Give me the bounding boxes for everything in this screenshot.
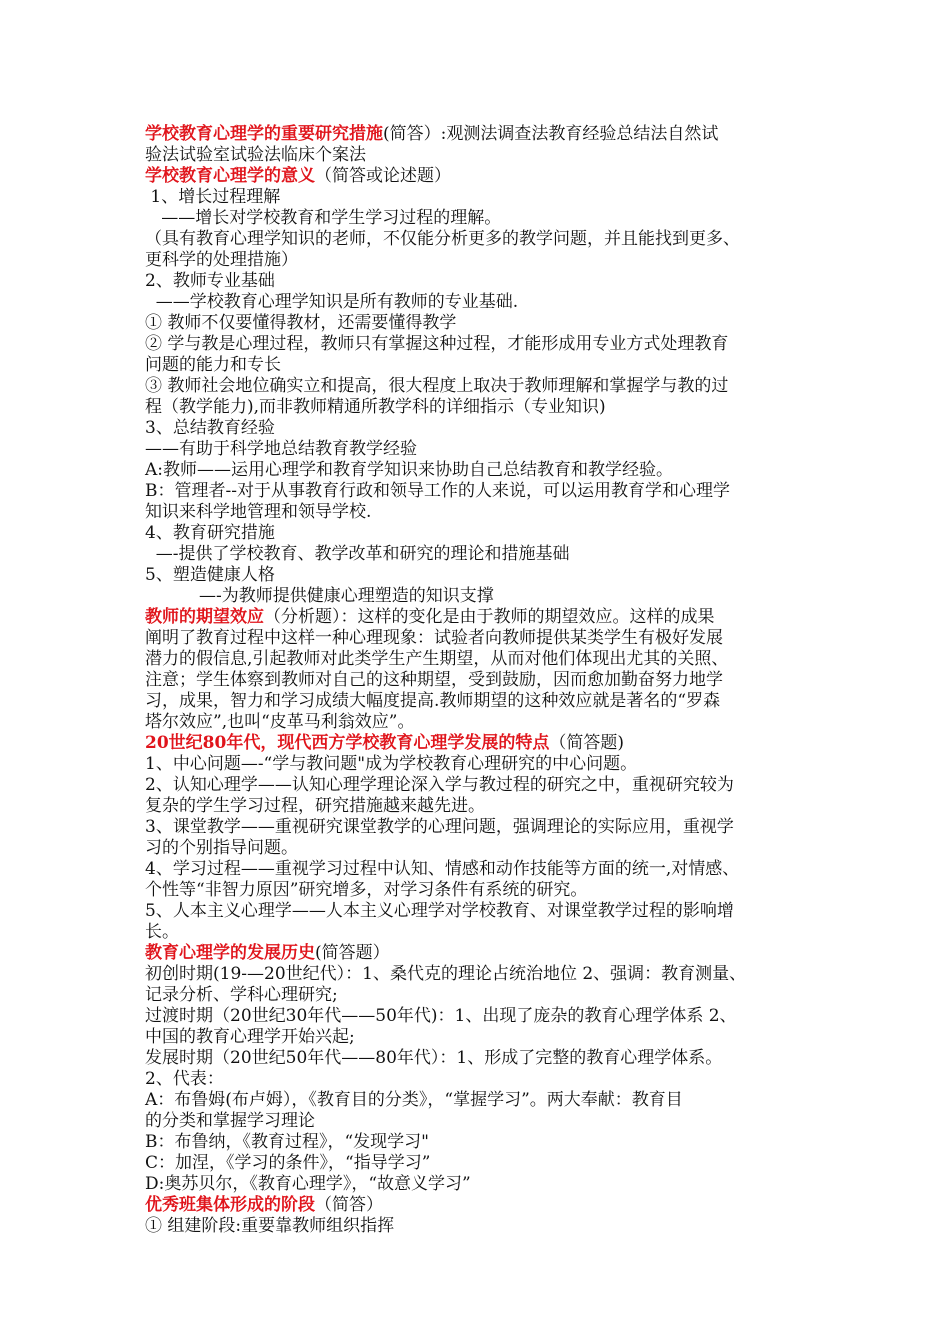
text-line: [145, 565, 825, 586]
text-line: [145, 292, 825, 313]
body-text: 4、教育研究措施: [145, 523, 275, 543]
body-text: 习的个别指导问题。: [145, 838, 298, 858]
body-text: B：布鲁纳，《教育过程》，“发现学习": [145, 1132, 430, 1152]
text-line: [145, 880, 825, 901]
body-text: 发展时期（20世纪50年代——80年代）：1、形成了完整的教育心理学体系。: [145, 1048, 723, 1068]
body-text: （简答或论述题）: [315, 166, 451, 186]
body-text: 个性等“非智力原因”研究增多，对学习条件有系统的研究。: [145, 880, 588, 900]
body-text: （分析题）：这样的变化是由于教师的期望效应。这样的成果: [264, 607, 715, 627]
body-text: ——学校教育心理学知识是所有教师的专业基础.: [145, 292, 519, 312]
body-text: ③ 教师社会地位确实立和提高，很大程度上取决于教师理解和掌握学与教的过: [145, 376, 729, 396]
body-text: 3、总结教育经验: [145, 418, 275, 438]
heading-text: 教育心理学的发展历史: [145, 943, 315, 963]
text-line: [145, 334, 825, 355]
body-text: A:教师——运用心理学和教育学知识来协助自己总结教育和教学经验。: [145, 460, 674, 480]
text-line: [145, 712, 825, 733]
body-text: ① 组建阶段:重要靠教师组织指挥: [145, 1216, 395, 1236]
section-heading-line: [145, 1195, 825, 1216]
body-text: A：布鲁姆(布卢姆），《教育目的分类》，“掌握学习”。两大奉献：教育目: [145, 1090, 683, 1110]
text-line: [145, 901, 825, 922]
text-line: [145, 628, 825, 649]
body-text: 塔尔效应”,也叫“皮革马利翁效应”。: [145, 712, 415, 732]
body-text: 3、课堂教学——重视研究课堂教学的心理问题，强调理论的实际应用，重视学: [145, 817, 734, 837]
body-text: 1、中心问题—-“学与教问题"成为学校教育心理研究的中心问题。: [145, 754, 638, 774]
text-line: [145, 376, 825, 397]
body-text: （简答题): [549, 733, 624, 753]
section-heading-line: [145, 733, 825, 754]
text-line: [145, 1006, 825, 1027]
text-line: [145, 313, 825, 334]
text-line: [145, 544, 825, 565]
body-text: B：管理者--对于从事教育行政和领导工作的人来说，可以运用教育学和心理学: [145, 481, 730, 501]
body-text: D:奥苏贝尔，《教育心理学》，“故意义学习”: [145, 1174, 471, 1194]
text-line: [145, 439, 825, 460]
body-text: —-为教师提供健康心理塑造的知识支撑: [145, 586, 494, 606]
body-text: 5、人本主义心理学——人本主义心理学对学校教育、对课堂教学过程的影响增: [145, 901, 734, 921]
text-line: [145, 1069, 825, 1090]
body-text: (简答）:观测法调查法教育经验总结法自然试: [383, 124, 719, 144]
text-line: [145, 502, 825, 523]
text-line: [145, 985, 825, 1006]
text-line: [145, 250, 825, 271]
body-text: (简答题）: [315, 943, 390, 963]
text-line: [145, 1090, 825, 1111]
body-text: ① 教师不仅要懂得教材，还需要懂得教学: [145, 313, 457, 333]
heading-text: 优秀班集体形成的阶段: [145, 1195, 315, 1215]
text-line: [145, 775, 825, 796]
body-text: 阐明了教育过程中这样一种心理现象：试验者向教师提供某类学生有极好发展: [145, 628, 723, 648]
heading-text: 学校教育心理学的意义: [145, 166, 315, 186]
body-text: 1、增长过程理解: [145, 187, 281, 207]
section-heading-line: [145, 943, 825, 964]
text-line: [145, 187, 825, 208]
section-heading-line: [145, 607, 825, 628]
section-heading-line: [145, 166, 825, 187]
body-text: ——有助于科学地总结教育教学经验: [145, 439, 417, 459]
body-text: C：加涅，《学习的条件》，“指导学习”: [145, 1153, 431, 1173]
text-line: [145, 397, 825, 418]
text-line: [145, 481, 825, 502]
body-text: 过渡时期（20世纪30年代——50年代)：1、出现了庞杂的教育心理学体系 2、: [145, 1006, 737, 1026]
heading-text: 20世纪80年代，现代西方学校教育心理学发展的特点: [145, 733, 550, 753]
body-text: 习，成果，智力和学习成绩大幅度提高.教师期望的这种效应就是著名的“罗森: [145, 691, 721, 711]
text-line: [145, 586, 825, 607]
body-text: 注意；学生体察到教师对自己的这种期望，受到鼓励，因而愈加勤奋努力地学: [145, 670, 723, 690]
text-line: [145, 1132, 825, 1153]
body-text: 2、代表：: [145, 1069, 224, 1089]
text-line: [145, 229, 825, 250]
body-text: 程（教学能力),而非教师精通所教学科的详细指示（专业知识): [145, 397, 606, 417]
body-text: 验法试验室试验法临床个案法: [145, 145, 366, 165]
text-line: [145, 271, 825, 292]
text-line: [145, 1027, 825, 1048]
text-line: [145, 691, 825, 712]
body-text: 2、认知心理学——认知心理学理论深入学与教过程的研究之中，重视研究较为: [145, 775, 734, 795]
body-text: 的分类和掌握学习理论: [145, 1111, 315, 1131]
body-text: （具有教育心理学知识的老师，不仅能分析更多的教学问题，并且能找到更多、: [145, 229, 740, 249]
text-line: [145, 355, 825, 376]
body-text: 初创时期(19-—20世纪代）：1、桑代克的理论占统治地位 2、强调：教育测量、: [145, 964, 747, 984]
body-text: ② 学与教是心理过程，教师只有掌握这种过程，才能形成用专业方式处理教育: [145, 334, 729, 354]
text-line: [145, 1174, 825, 1195]
text-line: [145, 460, 825, 481]
text-line: [145, 1216, 825, 1237]
text-line: [145, 145, 825, 166]
body-text: 问题的能力和专长: [145, 355, 281, 375]
body-text: （简答）: [315, 1195, 383, 1215]
text-line: [145, 964, 825, 985]
text-line: [145, 817, 825, 838]
text-line: [145, 796, 825, 817]
section-heading-line: [145, 124, 825, 145]
document-body: [145, 124, 825, 1237]
heading-text: 教师的期望效应: [145, 607, 264, 627]
body-text: 记录分析、学科心理研究;: [145, 985, 338, 1005]
text-line: [145, 1153, 825, 1174]
text-line: [145, 523, 825, 544]
text-line: [145, 649, 825, 670]
text-line: [145, 922, 825, 943]
text-line: [145, 754, 825, 775]
body-text: 知识来科学地管理和领导学校.: [145, 502, 372, 522]
body-text: 中国的教育心理学开始兴起;: [145, 1027, 355, 1047]
body-text: 潜力的假信息,引起教师对此类学生产生期望，从而对他们体现出尤其的关照、: [145, 649, 729, 669]
body-text: 4、学习过程——重视学习过程中认知、情感和动作技能等方面的统一,对情感、: [145, 859, 740, 879]
text-line: [145, 418, 825, 439]
body-text: 更科学的处理措施）: [145, 250, 298, 270]
body-text: 复杂的学生学习过程，研究措施越来越先进。: [145, 796, 485, 816]
body-text: 5、塑造健康人格: [145, 565, 275, 585]
text-line: [145, 1048, 825, 1069]
body-text: 长。: [145, 922, 179, 942]
body-text: 2、教师专业基础: [145, 271, 275, 291]
body-text: ——增长对学校教育和学生学习过程的理解。: [145, 208, 502, 228]
text-line: [145, 1111, 825, 1132]
body-text: —-提供了学校教育、教学改革和研究的理论和措施基础: [145, 544, 570, 564]
text-line: [145, 859, 825, 880]
text-line: [145, 838, 825, 859]
heading-text: 学校教育心理学的重要研究措施: [145, 124, 383, 144]
text-line: [145, 670, 825, 691]
text-line: [145, 208, 825, 229]
